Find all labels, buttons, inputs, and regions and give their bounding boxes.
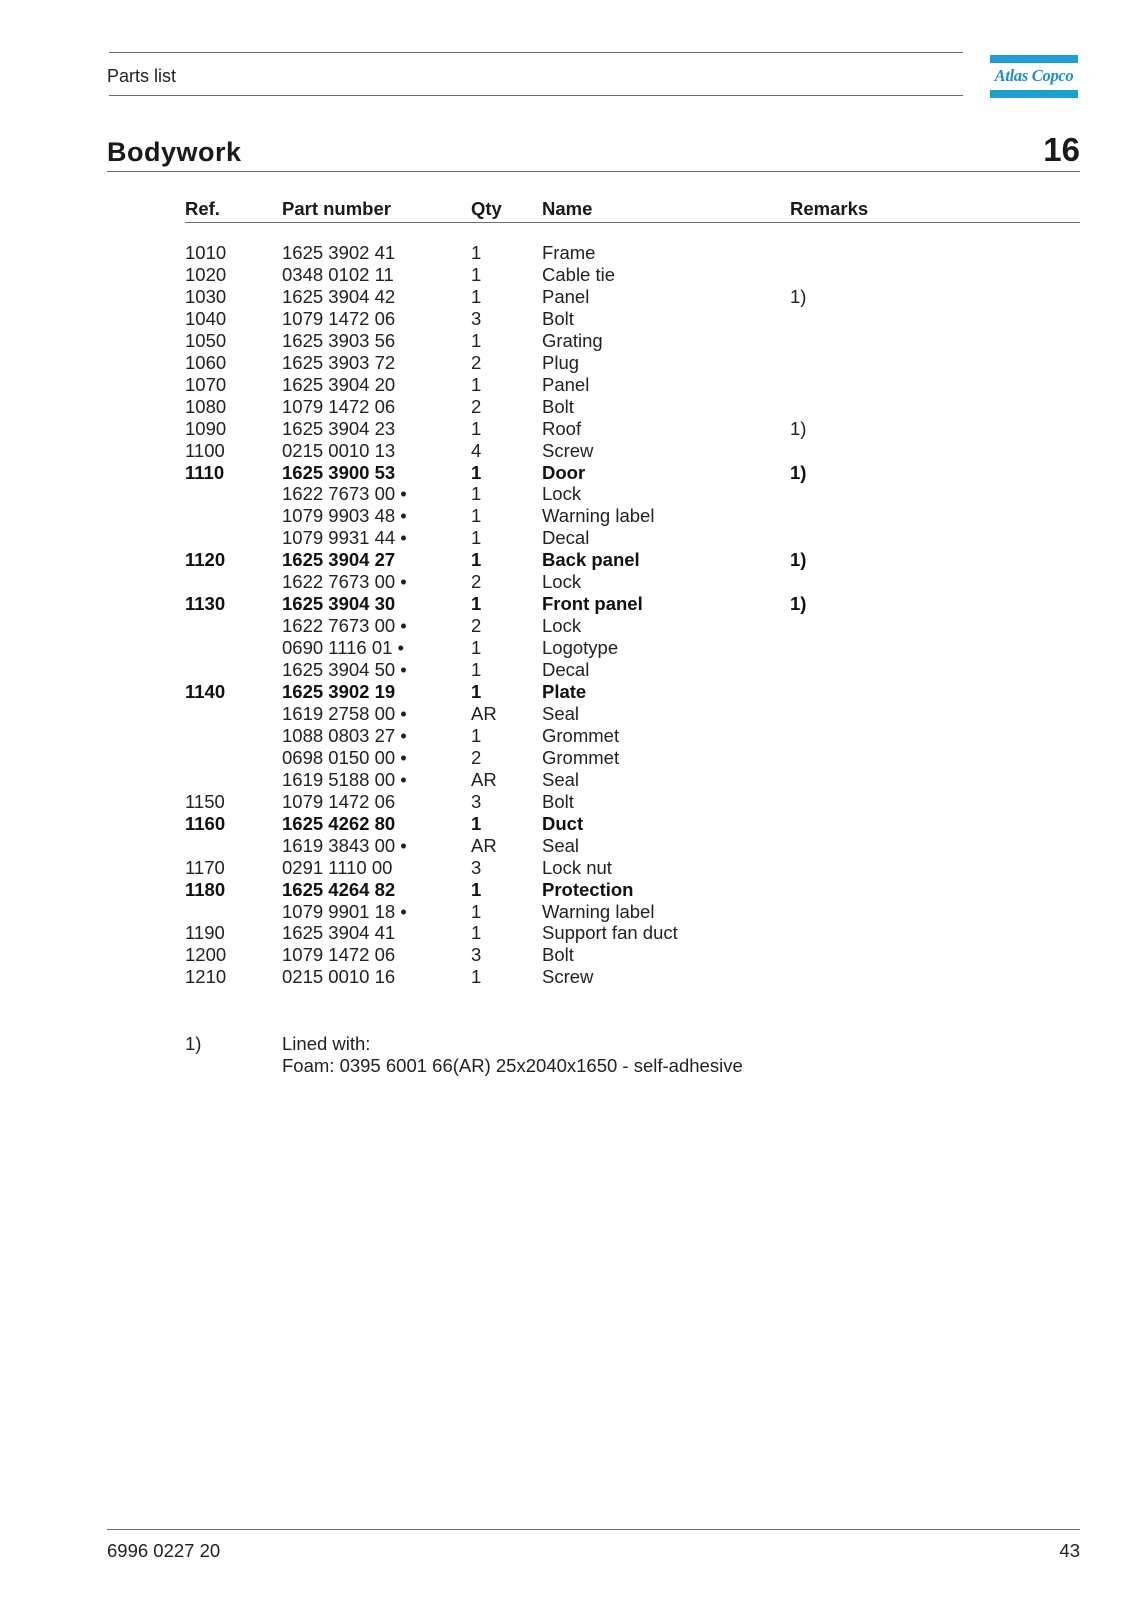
cell-qty: 1	[471, 527, 482, 549]
cell-ref: 1120	[185, 549, 226, 571]
cell-ref: 1170	[185, 856, 225, 878]
cell-name: Lock	[542, 571, 582, 593]
cell-part-number: 1079 9931 44 •	[282, 527, 407, 549]
cell-qty: 1	[471, 878, 482, 900]
table-row	[0, 966, 1130, 988]
header-bottom-rule	[109, 95, 963, 96]
cell-qty: 1	[471, 812, 482, 834]
cell-name: Logotype	[542, 637, 619, 659]
cell-name: Screw	[542, 966, 594, 988]
cell-ref: 1210	[185, 966, 227, 988]
cell-name: Back panel	[542, 549, 640, 571]
cell-ref: 1150	[185, 790, 225, 812]
table-row	[0, 813, 1130, 835]
column-header-qty: Qty	[471, 198, 502, 219]
cell-part-number: 1622 7673 00 •	[282, 615, 407, 637]
table-row	[0, 286, 1130, 308]
cell-name: Panel	[542, 373, 590, 395]
cell-name: Grating	[542, 329, 603, 351]
table-row	[0, 879, 1130, 901]
atlas-copco-logo	[990, 55, 1078, 98]
cell-part-number: 1625 3904 50 •	[282, 659, 407, 681]
footer-page-number: 43	[1059, 1540, 1080, 1561]
note-marker: 1)	[185, 1033, 202, 1054]
table-row	[0, 330, 1130, 352]
cell-ref: 1090	[185, 417, 227, 439]
table-row	[0, 242, 1130, 264]
cell-name: Bolt	[542, 395, 574, 417]
cell-ref: 1020	[185, 263, 227, 285]
cell-part-number: 1619 5188 00 •	[282, 768, 407, 790]
note-line-1: Lined with:	[282, 1033, 371, 1054]
table-row	[0, 440, 1130, 462]
table-row	[0, 769, 1130, 791]
table-row	[0, 593, 1130, 615]
cell-ref: 1010	[185, 242, 227, 263]
cell-remarks: 1)	[790, 417, 807, 439]
cell-ref: 1070	[185, 373, 227, 395]
cell-part-number: 1622 7673 00 •	[282, 483, 407, 505]
cell-name: Seal	[542, 768, 580, 790]
table-row	[0, 637, 1130, 659]
cell-qty: 1	[471, 681, 482, 702]
cell-name: Grommet	[542, 724, 620, 746]
header-label: Parts list	[107, 66, 177, 86]
section-rule	[107, 171, 1080, 172]
footer-rule	[107, 1529, 1080, 1530]
table-row	[0, 703, 1130, 725]
cell-name: Lock	[542, 483, 582, 505]
cell-ref: 1100	[185, 439, 225, 461]
cell-name: Door	[542, 461, 586, 483]
cell-name: Front panel	[542, 593, 643, 615]
table-row	[0, 418, 1130, 440]
cell-name: Cable tie	[542, 263, 616, 285]
cell-name: Bolt	[542, 944, 574, 966]
cell-name: Bolt	[542, 790, 574, 812]
cell-qty: 1	[471, 242, 482, 263]
table-row	[0, 725, 1130, 747]
column-header-rule	[185, 222, 1080, 223]
logo-wordmark: Atlas Copco	[994, 66, 1074, 85]
cell-part-number: 1625 3904 23	[282, 417, 396, 439]
cell-qty: 2	[471, 571, 482, 593]
cell-qty: 1	[471, 724, 482, 746]
cell-name: Protection	[542, 878, 634, 900]
cell-qty: 1	[471, 285, 482, 307]
table-row	[0, 659, 1130, 681]
cell-qty: 3	[471, 307, 482, 329]
cell-name: Duct	[542, 812, 584, 834]
cell-name: Bolt	[542, 307, 574, 329]
cell-part-number: 1079 1472 06	[282, 395, 396, 417]
cell-name: Screw	[542, 439, 594, 461]
cell-qty: 1	[471, 966, 482, 988]
cell-name: Seal	[542, 702, 580, 724]
cell-part-number: 1625 3903 56	[282, 329, 396, 351]
cell-name: Plate	[542, 681, 587, 702]
cell-qty: 1	[471, 461, 482, 483]
cell-part-number: 1625 3904 42	[282, 285, 396, 307]
cell-part-number: 1625 3904 27	[282, 549, 396, 571]
cell-name: Warning label	[542, 900, 655, 922]
cell-part-number: 0291 1110 00	[282, 856, 393, 878]
cell-part-number: 1079 9901 18 •	[282, 900, 407, 922]
cell-qty: 3	[471, 856, 482, 878]
cell-ref: 1080	[185, 395, 227, 417]
table-row	[0, 922, 1130, 944]
cell-ref: 1030	[185, 285, 227, 307]
cell-ref: 1140	[185, 681, 226, 702]
table-row	[0, 374, 1130, 396]
cell-part-number: 1079 1472 06	[282, 790, 396, 812]
table-row	[0, 571, 1130, 593]
table-row	[0, 901, 1130, 923]
cell-name: Decal	[542, 527, 590, 549]
cell-qty: AR	[471, 702, 497, 724]
cell-ref: 1110	[185, 461, 225, 483]
cell-qty: 2	[471, 395, 482, 417]
cell-name: Panel	[542, 285, 590, 307]
cell-ref: 1190	[185, 922, 225, 944]
cell-qty: 1	[471, 549, 482, 571]
section-number: 16	[1043, 131, 1080, 168]
cell-name: Grommet	[542, 746, 620, 768]
cell-ref: 1180	[185, 878, 226, 900]
cell-ref: 1200	[185, 944, 227, 966]
logo-bottom-bar	[990, 90, 1078, 98]
cell-ref: 1060	[185, 351, 227, 373]
table-row	[0, 681, 1130, 703]
cell-qty: 4	[471, 439, 482, 461]
cell-ref: 1040	[185, 307, 227, 329]
cell-qty: 1	[471, 922, 482, 944]
cell-qty: 1	[471, 329, 482, 351]
cell-part-number: 1619 2758 00 •	[282, 702, 407, 724]
table-row	[0, 857, 1130, 879]
cell-part-number: 1625 3900 53	[282, 461, 396, 483]
cell-qty: 1	[471, 417, 482, 439]
cell-qty: 1	[471, 900, 482, 922]
column-header-name: Name	[542, 198, 593, 219]
header-top-rule	[109, 52, 963, 53]
cell-part-number: 0698 0150 00 •	[282, 746, 407, 768]
table-row	[0, 505, 1130, 527]
cell-qty: AR	[471, 834, 497, 856]
table-row	[0, 352, 1130, 374]
cell-part-number: 1625 3904 30	[282, 593, 396, 615]
table-row	[0, 396, 1130, 418]
table-row	[0, 944, 1130, 966]
cell-qty: 3	[471, 790, 482, 812]
table-row	[0, 308, 1130, 330]
table-row	[0, 549, 1130, 571]
cell-remarks: 1)	[790, 461, 807, 483]
cell-name: Warning label	[542, 505, 655, 527]
cell-part-number: 1079 9903 48 •	[282, 505, 407, 527]
table-row	[0, 527, 1130, 549]
cell-part-number: 1079 1472 06	[282, 944, 396, 966]
column-header-ref: Ref.	[185, 198, 220, 219]
cell-qty: 1	[471, 637, 482, 659]
cell-name: Frame	[542, 242, 596, 263]
footer-doc-number: 6996 0227 20	[107, 1540, 221, 1561]
cell-name: Lock nut	[542, 856, 612, 878]
column-header-part-number: Part number	[282, 198, 391, 219]
cell-qty: AR	[471, 768, 497, 790]
cell-name: Roof	[542, 417, 582, 439]
cell-part-number: 1079 1472 06	[282, 307, 396, 329]
table-row	[0, 462, 1130, 484]
cell-remarks: 1)	[790, 549, 807, 571]
column-header-remarks: Remarks	[790, 198, 869, 219]
cell-name: Support fan duct	[542, 922, 678, 944]
cell-part-number: 1625 4262 80	[282, 812, 396, 834]
table-row	[0, 747, 1130, 769]
table-row	[0, 615, 1130, 637]
cell-part-number: 1625 3903 72	[282, 351, 396, 373]
cell-ref: 1160	[185, 812, 226, 834]
cell-ref: 1130	[185, 593, 226, 615]
cell-qty: 1	[471, 593, 482, 615]
cell-qty: 2	[471, 615, 482, 637]
cell-name: Decal	[542, 659, 590, 681]
cell-qty: 1	[471, 483, 482, 505]
cell-part-number: 1625 4264 82	[282, 878, 396, 900]
cell-part-number: 1622 7673 00 •	[282, 571, 407, 593]
section-title: Bodywork	[107, 137, 242, 167]
table-row	[0, 835, 1130, 857]
cell-part-number: 0215 0010 16	[282, 966, 396, 988]
cell-qty: 3	[471, 944, 482, 966]
cell-qty: 2	[471, 351, 482, 373]
logo-top-bar	[990, 55, 1078, 63]
cell-name: Lock	[542, 615, 582, 637]
cell-part-number: 1619 3843 00 •	[282, 834, 407, 856]
cell-part-number: 0690 1116 01 •	[282, 637, 405, 659]
cell-remarks: 1)	[790, 285, 807, 307]
cell-part-number: 1625 3904 20	[282, 373, 396, 395]
cell-qty: 1	[471, 659, 482, 681]
cell-name: Plug	[542, 351, 580, 373]
cell-part-number: 0348 0102 11	[282, 263, 394, 285]
table-row	[0, 264, 1130, 286]
cell-part-number: 0215 0010 13	[282, 439, 396, 461]
cell-qty: 1	[471, 505, 482, 527]
cell-part-number: 1088 0803 27 •	[282, 724, 407, 746]
cell-qty: 2	[471, 746, 482, 768]
cell-part-number: 1625 3902 19	[282, 681, 396, 702]
cell-name: Seal	[542, 834, 580, 856]
cell-part-number: 1625 3904 41	[282, 922, 396, 944]
table-row	[0, 483, 1130, 505]
table-row	[0, 791, 1130, 813]
cell-qty: 1	[471, 263, 482, 285]
note-line-2: Foam: 0395 6001 66(AR) 25x2040x1650 - self-adhesive	[282, 1055, 743, 1076]
cell-ref: 1050	[185, 329, 227, 351]
cell-remarks: 1)	[790, 593, 807, 615]
cell-part-number: 1625 3902 41	[282, 242, 396, 263]
cell-qty: 1	[471, 373, 482, 395]
